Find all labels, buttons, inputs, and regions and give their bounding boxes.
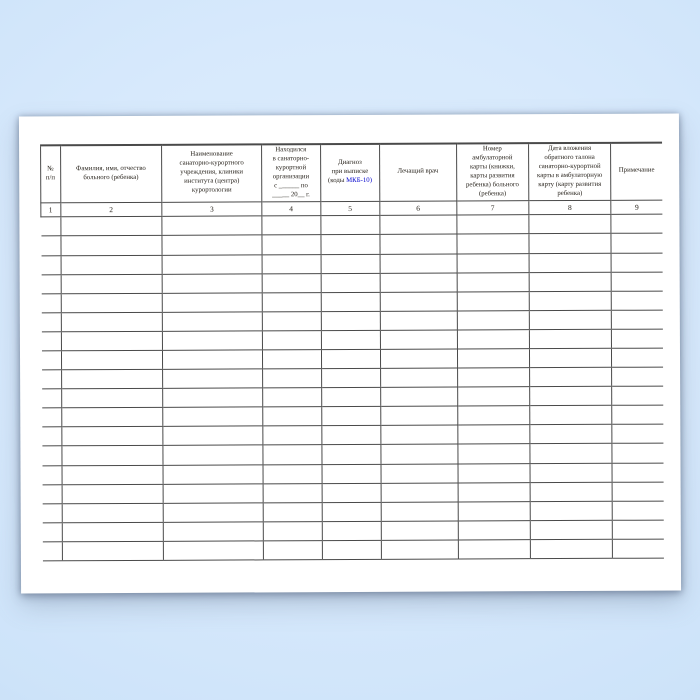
empty-cell xyxy=(322,464,382,483)
empty-cell xyxy=(457,349,530,368)
empty-cell xyxy=(529,291,611,310)
empty-cell xyxy=(263,521,322,540)
empty-cell xyxy=(321,292,381,311)
empty-cell xyxy=(530,463,612,482)
empty-cell xyxy=(529,310,611,329)
empty-cell xyxy=(321,388,381,407)
empty-cell xyxy=(612,444,664,463)
empty-cell xyxy=(263,407,322,426)
empty-cell xyxy=(42,427,62,446)
empty-cell xyxy=(162,293,262,313)
empty-cell xyxy=(320,235,380,254)
column-header-6 xyxy=(380,144,457,202)
empty-cell xyxy=(381,425,458,444)
empty-cell xyxy=(381,387,458,406)
empty-cell xyxy=(61,274,163,294)
empty-cell xyxy=(162,254,262,274)
column-header-9 xyxy=(611,143,663,201)
empty-cell xyxy=(457,253,530,272)
empty-cell xyxy=(380,215,457,234)
empty-cell xyxy=(380,273,457,292)
empty-cell xyxy=(262,235,321,254)
empty-cell xyxy=(322,502,382,521)
table-row xyxy=(42,539,664,561)
empty-cell xyxy=(380,330,457,349)
empty-cell xyxy=(61,408,163,428)
empty-cell xyxy=(263,426,322,445)
empty-cell xyxy=(611,291,663,310)
column-header-2 xyxy=(60,145,162,203)
empty-cell xyxy=(457,291,530,310)
empty-cell xyxy=(162,312,262,332)
empty-cell xyxy=(263,541,322,560)
empty-cell xyxy=(163,388,263,408)
empty-cell xyxy=(612,501,664,520)
empty-cell xyxy=(263,464,322,483)
empty-cell xyxy=(529,272,611,291)
column-header-2-text: Фамилия, имя, отчество больного (ребенка) xyxy=(76,164,146,182)
empty-cell xyxy=(41,351,61,370)
empty-cell xyxy=(321,254,381,273)
empty-cell xyxy=(322,483,382,502)
empty-cell xyxy=(163,369,263,389)
empty-cell xyxy=(163,522,263,542)
empty-cell xyxy=(263,388,322,407)
empty-cell xyxy=(263,369,322,388)
empty-cell xyxy=(41,217,61,236)
column-number-5: 5 xyxy=(320,201,380,216)
empty-cell xyxy=(380,234,457,253)
empty-cell xyxy=(381,464,458,483)
empty-cell xyxy=(61,312,163,332)
empty-cell xyxy=(456,215,529,234)
empty-cell xyxy=(381,521,458,540)
column-number-1: 1 xyxy=(41,203,61,218)
empty-cell xyxy=(163,541,263,561)
empty-cell xyxy=(262,273,321,292)
column-header-5-text: Диагноз при выписке (коды xyxy=(327,159,369,185)
empty-cell xyxy=(62,541,164,561)
empty-cell xyxy=(611,310,663,329)
empty-cell xyxy=(321,445,381,464)
empty-cell xyxy=(163,464,263,484)
empty-cell xyxy=(380,292,457,311)
empty-cell xyxy=(530,406,612,425)
empty-cell xyxy=(61,255,163,275)
empty-cell xyxy=(321,311,381,330)
empty-cell xyxy=(457,444,530,463)
column-header-7-text: Номер амбулаторной карты (книжки, карты развития ребенка) больного (ребенка) xyxy=(466,145,519,198)
column-number-9: 9 xyxy=(611,200,663,215)
column-header-1 xyxy=(41,145,61,202)
empty-cell xyxy=(263,502,322,521)
empty-cell xyxy=(530,501,612,520)
empty-cell xyxy=(162,235,262,255)
empty-cell xyxy=(163,503,263,523)
column-number-7: 7 xyxy=(456,200,529,215)
column-header-9-text: Примечание xyxy=(618,167,655,175)
empty-cell xyxy=(162,350,262,370)
empty-cell xyxy=(457,406,530,425)
empty-cell xyxy=(262,311,321,330)
column-number-3: 3 xyxy=(162,202,262,217)
empty-cell xyxy=(42,370,62,389)
empty-cell xyxy=(530,367,612,386)
empty-cell xyxy=(62,522,164,542)
empty-cell xyxy=(381,502,458,521)
empty-cell xyxy=(42,504,62,523)
empty-cell xyxy=(529,215,611,234)
empty-cell xyxy=(321,368,381,387)
column-header-1-text: № п/п xyxy=(45,165,56,182)
empty-cell xyxy=(163,407,263,427)
column-header-6-text: Лечащий врач xyxy=(397,168,439,176)
empty-cell xyxy=(529,234,611,253)
column-header-7 xyxy=(456,143,529,201)
empty-cell xyxy=(60,217,162,237)
empty-cell xyxy=(529,329,611,348)
empty-cell xyxy=(457,310,530,329)
empty-cell xyxy=(529,348,611,367)
column-number-8: 8 xyxy=(529,200,611,215)
column-number-2: 2 xyxy=(60,202,162,217)
empty-cell xyxy=(612,424,664,443)
mkb-10-link-paren: ) xyxy=(369,177,372,185)
empty-cell xyxy=(42,408,62,427)
column-header-3-text: Наименование санаторно-курортного учреждения, клиники института (центра) курортологии xyxy=(179,151,244,195)
column-header-8 xyxy=(529,143,611,201)
empty-cell xyxy=(41,255,61,274)
empty-cell xyxy=(41,313,61,332)
mkb-10-link[interactable]: МКБ-10 xyxy=(346,177,370,185)
empty-cell xyxy=(529,253,611,272)
empty-cell xyxy=(61,331,163,351)
empty-cell xyxy=(163,484,263,504)
empty-cell xyxy=(322,540,382,559)
column-header-5 xyxy=(320,144,380,202)
empty-cell xyxy=(612,367,664,386)
empty-cell xyxy=(321,426,381,445)
empty-cell xyxy=(263,483,322,502)
empty-cell xyxy=(162,331,262,351)
empty-cell xyxy=(41,274,61,293)
empty-cell xyxy=(456,234,529,253)
empty-cell xyxy=(612,539,664,558)
empty-cell xyxy=(61,389,163,409)
column-number-4: 4 xyxy=(262,201,321,216)
empty-cell xyxy=(61,350,163,370)
empty-cell xyxy=(530,520,612,539)
empty-cell xyxy=(41,236,61,255)
empty-cell xyxy=(322,521,382,540)
empty-cell xyxy=(530,539,612,558)
empty-cell xyxy=(381,540,458,559)
empty-cell xyxy=(457,387,530,406)
empty-cell xyxy=(612,405,664,424)
empty-cell xyxy=(62,484,164,504)
empty-cell xyxy=(611,214,663,233)
empty-cell xyxy=(163,426,263,446)
empty-cell xyxy=(321,349,381,368)
empty-cell xyxy=(530,425,612,444)
empty-cell xyxy=(321,273,381,292)
empty-cell xyxy=(162,273,262,293)
paper-sheet xyxy=(19,114,681,594)
empty-cell xyxy=(458,501,531,520)
empty-cell xyxy=(163,445,263,465)
empty-cell xyxy=(42,446,62,465)
empty-cell xyxy=(380,254,457,273)
empty-cell xyxy=(380,311,457,330)
empty-cell xyxy=(321,407,381,426)
empty-cell xyxy=(262,331,321,350)
column-header-4-text: Находился в санаторно- курортной организации с ______ по _____ 20__ г. xyxy=(272,146,310,199)
empty-cell xyxy=(530,386,612,405)
empty-cell xyxy=(381,406,458,425)
empty-cell xyxy=(262,350,321,369)
empty-cell xyxy=(381,368,458,387)
empty-cell xyxy=(61,369,163,389)
empty-cell xyxy=(611,348,663,367)
empty-cell xyxy=(42,523,62,542)
empty-cell xyxy=(380,349,457,368)
table-header-row xyxy=(41,143,663,203)
empty-cell xyxy=(458,540,531,559)
empty-cell xyxy=(162,216,262,236)
empty-cell xyxy=(457,272,530,291)
empty-cell xyxy=(41,293,61,312)
empty-cell xyxy=(62,465,164,485)
empty-cell xyxy=(381,483,458,502)
empty-cell xyxy=(458,482,531,501)
journal-table xyxy=(40,142,664,562)
column-header-4 xyxy=(262,144,321,202)
column-header-8-text: Дата вложения обратного талона санаторно-курортной карты в амбулаторную карту (карту развития ребенка) xyxy=(537,144,603,197)
empty-cell xyxy=(41,332,61,351)
empty-cell xyxy=(60,236,162,256)
empty-cell xyxy=(457,425,530,444)
empty-cell xyxy=(612,482,664,501)
empty-cell xyxy=(530,482,612,501)
empty-cell xyxy=(62,503,164,523)
empty-cell xyxy=(263,445,322,464)
empty-cell xyxy=(42,389,62,408)
empty-cell xyxy=(61,446,163,466)
empty-cell xyxy=(611,272,663,291)
empty-cell xyxy=(320,216,380,235)
column-header-3 xyxy=(162,144,262,202)
empty-cell xyxy=(42,542,62,561)
empty-cell xyxy=(530,444,612,463)
empty-cell xyxy=(611,329,663,348)
empty-cell xyxy=(321,330,381,349)
empty-cell xyxy=(42,484,62,503)
empty-cell xyxy=(457,368,530,387)
empty-cell xyxy=(612,386,664,405)
empty-cell xyxy=(611,233,663,252)
empty-cell xyxy=(458,463,531,482)
column-number-6: 6 xyxy=(380,201,457,216)
empty-cell xyxy=(61,427,163,447)
empty-cell xyxy=(612,463,664,482)
empty-cell xyxy=(61,293,163,313)
empty-cell xyxy=(457,330,530,349)
empty-cell xyxy=(458,520,531,539)
empty-cell xyxy=(612,520,664,539)
empty-cell xyxy=(262,216,321,235)
empty-cell xyxy=(42,465,62,484)
empty-cell xyxy=(262,254,321,273)
empty-cell xyxy=(611,253,663,272)
empty-cell xyxy=(262,292,321,311)
empty-cell xyxy=(381,444,458,463)
